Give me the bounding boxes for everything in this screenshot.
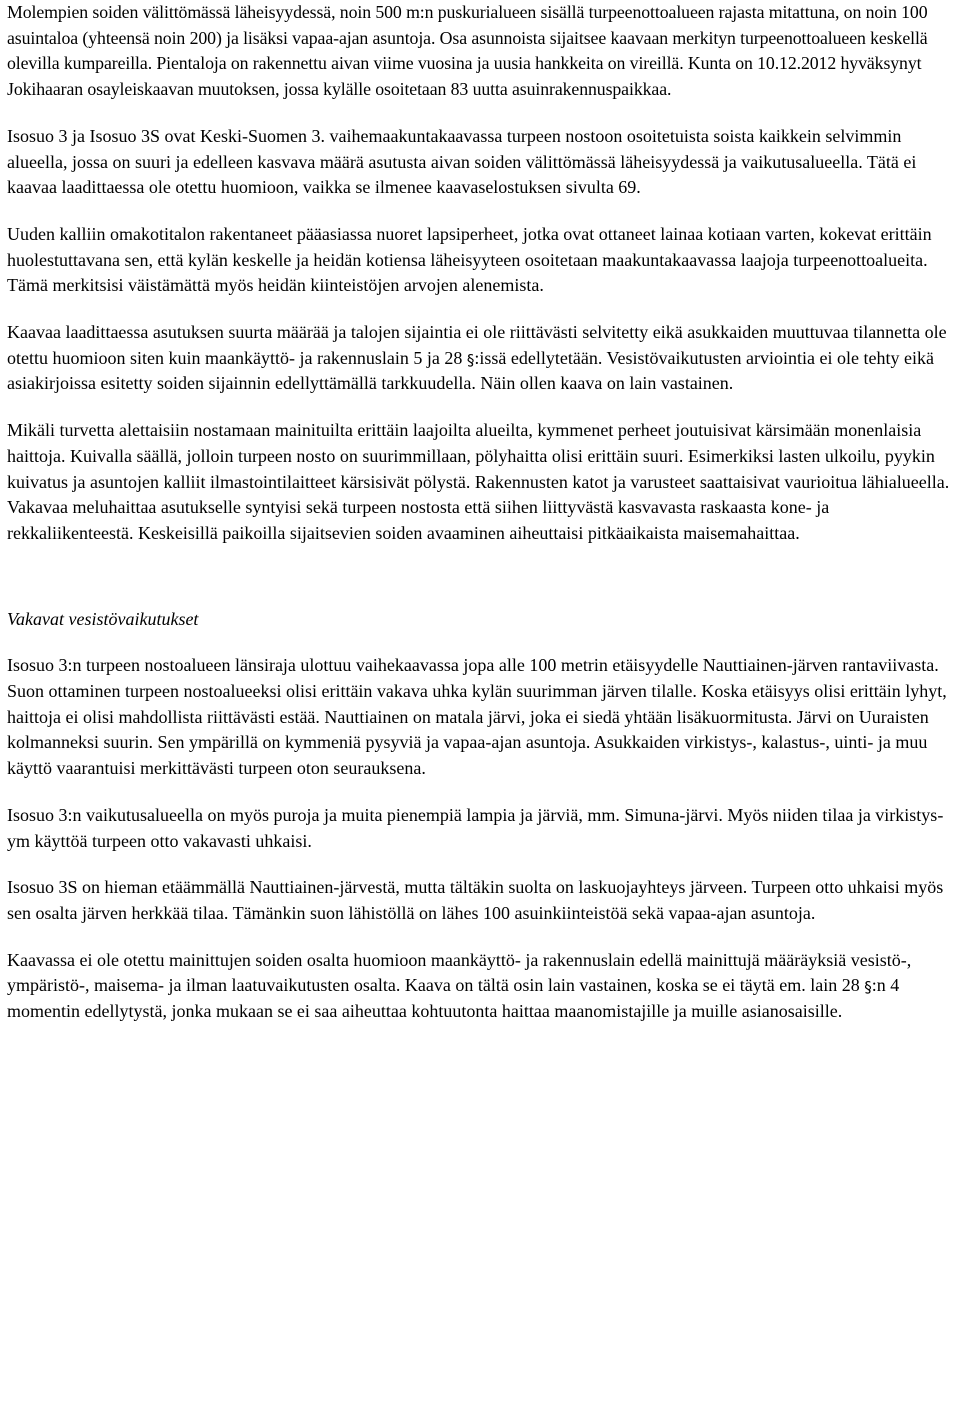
paragraph-residences (7, 0, 957, 103)
paragraph-gap (7, 632, 957, 653)
section-gap (7, 547, 957, 607)
paragraph-gap (7, 927, 957, 948)
document-page (7, 0, 957, 1025)
paragraph-text: Uuden kalliin omakotitalon rakentaneet pääasiassa nuoret lapsiperheet, jotka ovat ottaneet lainaa kotiaan varten, kokevat erittäin huolestuttavana sen, että kylän keskelle ja heidän kotiensa läheisyyteen osoitetaan maakuntakaavassa laajoja turpeenottoalueita. Tämä merkitsisi väistämättä myös heidän kiinteistöjen arvojen alenemista. (7, 223, 932, 296)
paragraph-gap (7, 782, 957, 803)
paragraph-gap (7, 854, 957, 875)
paragraph-text: Molempien soiden välittömässä läheisyydessä, noin 500 m:n puskurialueen sisällä turpeenottoalueen rajasta mitattuna, on noin 100 asuintaloa (yhteensä noin 200) ja lisäksi vapaa-ajan asuntoja. Osa asunnoista sijaitsee kaavaan merkityn turpeenottoalueen keskellä olevilla kumpareilla. Pientaloja on rakennettu aivan viime vuosina ja uusia hankkeita on vireillä. Kunta on 10.12.2012 hyväksynyt Jokihaaran osayleiskaavan muutoksen, jossa kylälle osoitetaan 83 uutta asuinrakennuspaikkaa. (7, 2, 928, 100)
paragraph-gap (7, 397, 957, 418)
paragraph-text: :n 4 momentin edellytystä, jonka mukaan se ei saa aiheuttaa kohtuutonta haittaa maanomistajille ja muille asianosaisille. (7, 975, 900, 1022)
paragraph-lake-nauttiainen (7, 653, 957, 782)
paragraph-text: Kaavaa laadittaessa asutuksen suurta määrää ja talojen sijaintia ei ole riittävästi selvitetty eikä asukkaiden muuttuvaa tilannetta ole otettu huomioon siten kuin maankäyttö- ja rakennuslain 5 ja 28 (7, 322, 947, 368)
section-heading: Vakavat vesistövaikutukset (7, 608, 199, 629)
paragraph-text: Kaavassa ei ole otettu mainittujen soiden osalta huomioon maankäyttö- ja rakennuslain edellä mainittujä määräyksiä vesistö-, ympäristö-, maisema- ja ilman laatuvaikutusten osalta. Kaava on tältä osin lain vastainen, koska se ei täytä em. lain 28 (7, 949, 912, 996)
paragraph-gap (7, 299, 957, 320)
paragraph-isosuo-3s (7, 875, 957, 926)
section-sign: § (864, 978, 872, 997)
paragraph-text: Isosuo 3 ja Isosuo 3S ovat Keski-Suomen 3. vaihemaakuntakaavassa turpeen nostoon osoitetuista soista kaikkein selvimmin alueella, jossa on suuri ja edelleen kasvava määrä asutusta aivan soiden välittömässä läheisyydessä ja vaikutusalueella. Tätä ei kaavaa laadittaessa ole otettu huomioon, vaikka se ilmenee kaavaselostuksen sivulta 69. (7, 125, 917, 198)
paragraph-isosuo-plan (7, 124, 957, 201)
paragraph-planning-law (7, 320, 957, 397)
section-sign: § (466, 350, 475, 369)
paragraph-families (7, 222, 957, 299)
paragraph-text: Mikäli turvetta alettaisiin nostamaan mainituilta erittäin laajoilta alueilta, kymmenet perheet joutuisivat kärsimään monenlaisia haittoja. Kuivalla säällä, jolloin turpeen nosto on suurimmillaan, pölyhaitta olisi erittäin suuri. Esimerkiksi lasten ulkoilu, pyykin kuivatus ja asuntojen kalliit ilmastointilaitteet kärsisivät pölystä. Rakennusten katot ja varusteet saattaisivat vaurioitua lähialueella. Vakavaa meluhaittaa asutukselle syntyisi sekä turpeen nostosta että siihen liittyvästä kasvavasta raskaasta kone- ja rekkaliikenteestä. Keskeisillä paikoilla sijaitsevien soiden avaaminen aiheuttaisi pitkäaikaista maisemahaittaa. (7, 420, 950, 543)
paragraph-text: :issä edellytetään. Vesistövaikutusten arviointia ei ole tehty eikä asiakirjoissa esitetty soiden sijainnin edellyttämällä tarkkuudella. Näin ollen kaava on lain vastainen. (7, 347, 934, 394)
paragraph-text: Isosuo 3:n vaikutusalueella on myös puroja ja muita pienempiä lampia ja järviä, mm. Simuna-järvi. Myös niiden tilaa ja virkistys- ym käyttöä turpeen otto vakavasti uhkaisi. (7, 804, 944, 851)
paragraph-text: Isosuo 3S on hieman etäämmällä Nauttiainen-järvestä, mutta tältäkin suolta on laskuojayhteys järveen. Turpeen otto uhkaisi myös sen osalta järven herkkää tilaa. Tämänkin suon lähistöllä on lähes 100 asuinkiinteistöä sekä vapaa-ajan asuntoja. (7, 877, 944, 923)
paragraph-harms (7, 418, 957, 547)
paragraph-conclusion (7, 948, 957, 1025)
paragraph-text: Isosuo 3:n turpeen nostoalueen länsiraja ulottuu vaihekaavassa jopa alle 100 metrin etäisyydelle Nauttiainen-järven rantaviivasta. Suon ottaminen turpeen nostoalueeksi olisi erittäin vakava uhka kylän suurimman järven tilalle. Koska etäisyys olisi erittäin lyhyt, haittoja ei olisi mahdollista riittävästi estää. Nauttiainen on matala järvi, joka ei siedä yhtään lisäkuormitusta. Järvi on Uuraisten kolmanneksi suurin. Sen ympärillä on kymmeniä pysyviä ja vapaa-ajan asuntoja. Asukkaiden virkistys-, kalastus-, uinti- ja muu käyttö vaarantuisi merkittävästi turpeen oton seurauksena. (7, 655, 947, 779)
paragraph-gap (7, 103, 957, 124)
paragraph-streams (7, 803, 957, 854)
paragraph-gap (7, 201, 957, 222)
